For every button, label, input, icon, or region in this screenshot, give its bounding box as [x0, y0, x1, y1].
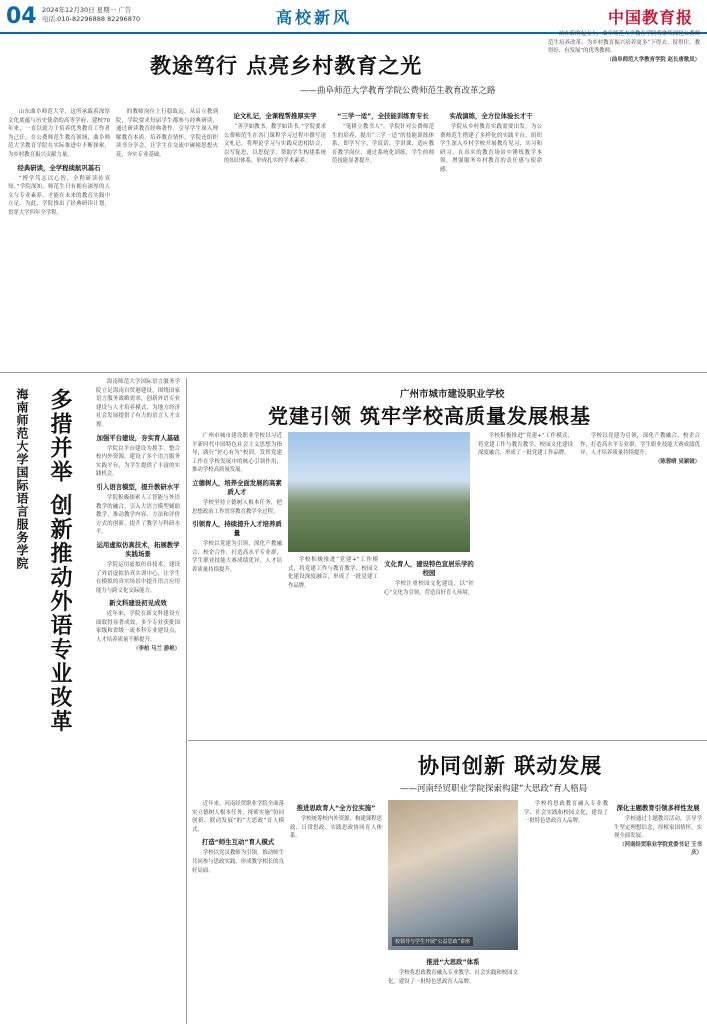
article2-credit: （李柏 马兰 游艳） — [133, 645, 180, 652]
article4-column-4 — [524, 800, 608, 1020]
photo-caption: 校领导与学生开展“公益思政”讲座 — [392, 937, 473, 946]
page-header — [0, 0, 707, 32]
article2-side-title: 海南师范大学国际语言服务学院 — [15, 388, 29, 570]
article1-para: 学院从乡村教育实践需要出发，为公费师范生搭建了多样化的实践平台，组织学生深入乡村学校开展教育见习、实习和研习，在真实的教育场景中锤炼教学本领，增强服务乡村教育的责任感与使命感。 — [440, 124, 542, 173]
article1-column-2 — [116, 108, 218, 370]
article4-title: 协同创新 联动发展 — [418, 754, 603, 778]
article3-para: 学校以党建为引领，深化产教融合、校企合作，打造高水平专业群，学生职业技能大赛成绩优异，人才培养质量持续提升。 — [192, 541, 282, 573]
article1-para: 站在新的起点上，曲阜师范大学教育学院将继续深化公费师范生培养改革，为乡村教育振兴培养更多“下得去、留得住、教得好、有发展”的优秀教师。 — [548, 31, 700, 55]
article3-column-2 — [288, 556, 378, 736]
newspaper-logo: 中国教育报 — [608, 8, 694, 27]
article2-para: 学院以平台建设为抓手，整合校内外资源，建设了多个语言服务实践平台，为学生提供了丰富的实践机会。 — [96, 445, 180, 478]
article3-title: 党建引领 筑牢学校高质量发展根基 — [268, 404, 591, 428]
article1-section-head: 经典研读，全学程续航巩基石 — [17, 163, 101, 172]
article1-subtitle: ——曲阜师范大学教育学院公费师范生教育改革之路 — [300, 86, 496, 96]
article3-section-head: 引领育人，持续提升人才培养质量 — [192, 520, 282, 538]
article2-section-head: 加强平台建设，夯实育人基础 — [96, 433, 180, 442]
article3-para: 广州市城市建设职业学校以习近平新时代中国特色社会主义思想为指导，践行“匠心有为”校训，发挥党建工作在学校发展中的核心引领作用，推动学校高质量发展。 — [192, 433, 282, 474]
article1-column-3 — [224, 108, 326, 370]
article3-column-5 — [580, 432, 700, 736]
article1-title: 教途笃行 点亮乡村教育之光 — [150, 54, 423, 78]
event-photo — [388, 800, 518, 950]
article3-column-3 — [384, 556, 474, 736]
article2-column-1 — [96, 378, 180, 1018]
article4-para: 学校将思政教育融入专业教学、社会实践和校园文化，建设了一批特色思政育人品牌。 — [388, 970, 518, 985]
article3-para: 学校注重校园文化建设，以“匠心”文化为引领，营造良好育人环境。 — [384, 581, 474, 596]
article3-credit: （陈蓉晴 吴颖镜） — [654, 458, 700, 465]
article2-title: 多措并举 创新推动外语专业改革 — [47, 388, 72, 734]
article4-subtitle: ——河南经贸职业学院探索构建“大思政”育人格局 — [400, 784, 588, 794]
article2-para: 学院积极探索人工智能与外语教学的融合，引入大语言模型辅助教学，推动教学内容、方法和评价方式的创新，提升了教学与科研水平。 — [96, 494, 180, 536]
article4-para: 近年来，河南经贸职业学院全面落实立德树人根本任务，探索实施“协同创新、联动发展”的“大思政”育人模式。 — [192, 801, 284, 833]
article4-credit: （河南经贸职业学院党委书记 王书庆） — [619, 841, 702, 857]
article3-para: 学校积极推进“党建+”工作模式，将党建工作与教育教学、校园文化建设深度融合，形成了一批党建工作品牌。 — [478, 433, 573, 457]
article1-para: “善学如教书，教学如读书。”学院要求公费师范生在各门课程学习过程中撰写论文札记，将理论学习与实践反思相结合，以写促思，以思促学，帮助学生构建系统的知识体系，形成扎实的学术素养。 — [224, 124, 326, 165]
article1-column-5 — [440, 108, 542, 370]
article3-section-head: 文化育人，建设特色宣居乐学的校园 — [384, 560, 474, 577]
header-meta — [42, 6, 140, 24]
article4-section-head: 推进思政育人“全方位实施” — [296, 804, 376, 812]
article4-column-2 — [290, 800, 382, 1020]
section-title: 高校新风 — [276, 8, 353, 27]
article4-column-3 — [388, 954, 518, 1020]
article2-section-head: 新文科建设初见成效 — [109, 599, 167, 608]
article2-section-head: 引入语言模型，提升教研水平 — [96, 482, 180, 491]
article1-column-6 — [548, 30, 700, 370]
article4-para: 学校将思政教育融入专业教学、社会实践和校园文化，建设了一批特色思政育人品牌。 — [524, 801, 608, 825]
article1-column-1 — [8, 108, 110, 370]
divider — [186, 378, 187, 1024]
article2-section-head: 运用虚拟仿真技术，拓展教学实践场景 — [96, 540, 180, 558]
header-date: 2024年12月30日 星期一 广告 — [42, 6, 132, 14]
article3-column-4 — [478, 432, 573, 736]
article3-para: 学校积极推进“党建+”工作模式，将党建工作与教育教学、校园文化建设深度融合，形成了一批党建工作品牌。 — [288, 557, 378, 589]
article2-para: 学院运用虚拟仿真技术，建设了外语虚拟仿真实训中心，让学生在模拟的真实场景中提升语言应用能力与跨文化交际能力。 — [96, 561, 180, 594]
article3-para: 学校坚持立德树人根本任务，把思想政治工作贯穿教育教学全过程。 — [192, 499, 282, 515]
article3-para: 学校以党建为引领，深化产教融合、校企合作，打造高水平专业群，学生职业技能大赛成绩优异，人才培养质量持续提升。 — [580, 433, 700, 457]
article4-section-head: 推进“大思政”体系 — [426, 958, 480, 966]
article4-column-5 — [614, 800, 702, 1020]
article2-para: 近年来，学院在新文科建设方面取得显著成效，多个专业获批国家级和省级一流本科专业建设点，人才培养质量不断提升。 — [96, 611, 180, 644]
article1-para: 山东曲阜师范大学，这所承载着深厚文化底蕴与历史使命的高等学府，建校70年来，一直以致力于培养优秀教育工作者为己任。在公费师范生教育领域，曲阜师范大学教育学院在实际推进中不断探索，为乡村教育振兴贡献力量。 — [8, 109, 110, 158]
article3-column-1 — [192, 432, 282, 736]
article1-para: “博学笃志以心智，全程研读传真知。”学院深知，师范生只有拥有深厚的人文与专业素养，才能在未来的教育实践中立足。为此，学院推出了经典研读计划，贯穿大学四年全学程。 — [8, 175, 110, 216]
page-number: 04 — [6, 4, 37, 29]
article4-column-1 — [192, 800, 284, 1020]
article1-para: “笔耕立教书人”。学院针对公费师范生的培养，提出“三学一适”的技能训练体系，即学写字、学说话、学讲课，适应教育教学岗位。通过系统化训练，学生的师范技能显著提升。 — [332, 124, 434, 165]
article4-section-head: 深化主题教育引领多样性发展 — [616, 804, 700, 812]
article1-section-head: “三学一适”，全技能训练育专长 — [337, 112, 429, 120]
article1-section-head: 实战演练，全方位体验长才干 — [449, 112, 533, 120]
divider — [0, 372, 707, 373]
article1-para: 的教师岗位上行稳致远。从启立教到院，学院要求每届学生都参与经典研读，通过研读教育经典著作，引导学生深入理解教育本质，培养教育情怀。学院还组织读书分享会，让学生在交流中碰撞思想火花，夯实专业基础。 — [116, 109, 218, 158]
campus-photo — [288, 432, 470, 552]
article1-section-head: 论文札记，全课程帮推厚实学 — [233, 112, 317, 120]
article1-column-4 — [332, 108, 434, 370]
article1-credit: （曲阜师范大学教育学院 赵长唐歌凤） — [606, 56, 700, 63]
article3-kicker: 广州市城市建设职业学校 — [400, 389, 505, 400]
article2-para: 海南师范大学国际语言服务学院立足海南自贸港建设，围绕国家语言服务战略需求，创新外语专业建设与人才培养模式，为地方经济社会发展提供了有力的语言人才支撑。 — [96, 379, 180, 428]
header-phone: 电话:010-82296888 82296870 — [42, 15, 141, 23]
article4-para: 学校统筹校内外资源，构建课程思政、日常思政、实践思政协同育人体系。 — [290, 816, 382, 840]
divider — [188, 740, 707, 741]
article4-section-head: 打造“师生互动”育人模式 — [201, 838, 275, 847]
article4-para: 学校通过主题教育活动，引导学生坚定理想信念，厚植家国情怀，实现全面发展。 — [614, 816, 702, 840]
article4-para: 学校以党员教师为引领，推动师生共同参与思政实践，形成教学相长的良好局面。 — [192, 850, 284, 874]
article3-section-head: 立德树人，培养全面发展的高素质人才 — [192, 478, 282, 496]
